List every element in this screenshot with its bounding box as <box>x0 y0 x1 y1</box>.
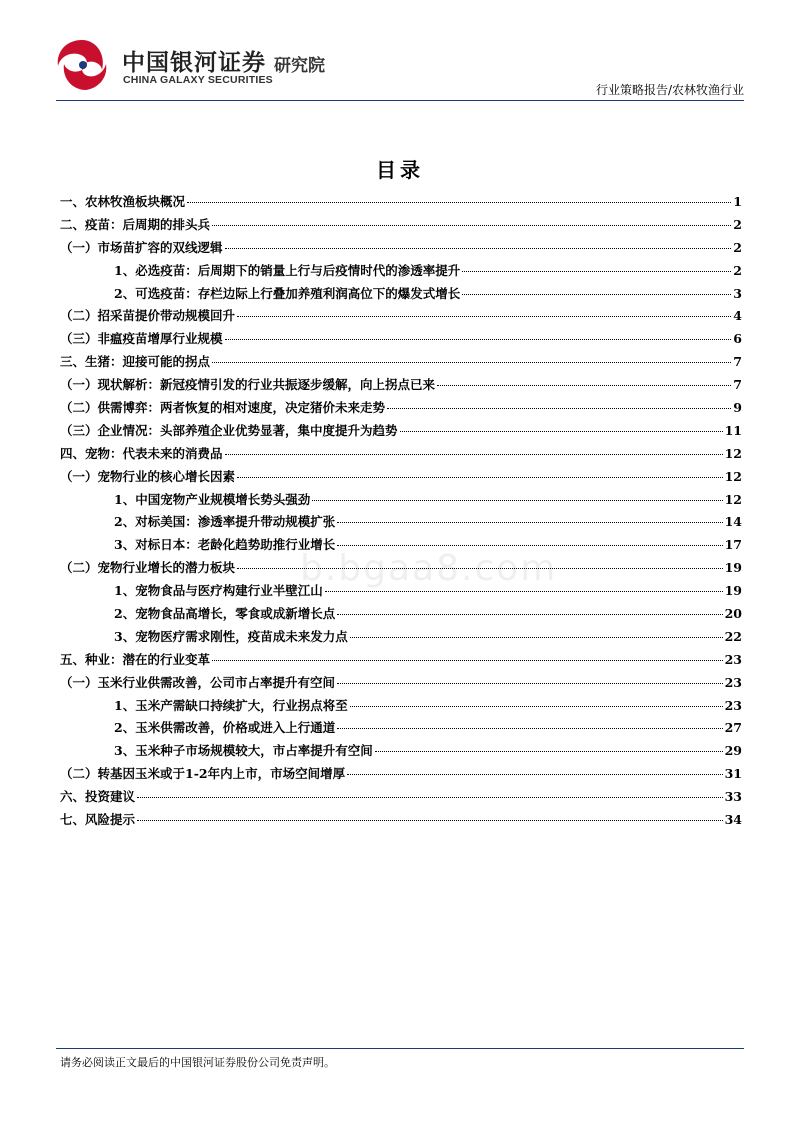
toc-entry-page: 4 <box>733 308 742 324</box>
toc-entry-label: 2、宠物食品高增长，零食或成新增长点 <box>114 606 336 622</box>
toc-leader-dots <box>337 522 722 523</box>
toc-entry[interactable] <box>60 696 742 719</box>
toc-entry-page: 9 <box>733 400 742 416</box>
toc-entry[interactable] <box>60 238 742 261</box>
toc-leader-dots <box>437 385 731 386</box>
toc-entry[interactable] <box>60 650 742 673</box>
watermark: b.bgaa8.com <box>300 548 558 589</box>
toc-entry-label: （二）招采苗提价带动规模回升 <box>60 308 236 324</box>
toc-entry-page: 22 <box>724 628 742 644</box>
toc-leader-dots <box>462 271 731 272</box>
footer-divider <box>56 1048 744 1049</box>
toc-entry-page: 17 <box>724 537 742 553</box>
toc-leader-dots <box>225 339 732 340</box>
toc-entry[interactable] <box>60 215 742 238</box>
report-tag: 行业策略报告/农林牧渔行业 <box>595 83 744 97</box>
toc-entry-page: 2 <box>733 262 742 278</box>
toc-entry-label: （二）转基因玉米或于1-2年内上市，市场空间增厚 <box>60 766 346 782</box>
toc-entry-label: （二）供需博弈：两者恢复的相对速度，决定猪价未来走势 <box>60 400 386 416</box>
toc-entry-page: 33 <box>724 789 742 805</box>
toc-entry-label: 1、必选疫苗：后周期下的销量上行与后疫情时代的渗透率提升 <box>114 262 461 278</box>
toc-entry-page: 2 <box>733 216 742 232</box>
toc-leader-dots <box>350 637 723 638</box>
brand-name-en: CHINA GALAXY SECURITIES <box>123 74 273 86</box>
toc-title: 目录 <box>376 158 424 182</box>
toc-entry-page: 23 <box>724 651 742 667</box>
toc-entry-page: 12 <box>724 491 742 507</box>
toc-entry[interactable] <box>60 375 742 398</box>
toc-entry[interactable] <box>60 306 742 329</box>
toc-entry-label: 七、风险提示 <box>60 812 136 828</box>
toc-entry[interactable] <box>60 329 742 352</box>
toc-entry[interactable] <box>60 764 742 787</box>
toc-entry-label: 2、对标美国：渗透率提升带动规模扩张 <box>114 514 336 530</box>
toc-entry[interactable] <box>60 810 742 833</box>
toc-entry-page: 11 <box>724 422 742 438</box>
toc-leader-dots <box>337 728 722 729</box>
toc-entry[interactable] <box>60 490 742 513</box>
toc-leader-dots <box>375 751 723 752</box>
toc-entry-label: （一）市场苗扩容的双线逻辑 <box>60 239 223 255</box>
toc-leader-dots <box>187 202 731 203</box>
toc-leader-dots <box>337 545 722 546</box>
page-header <box>0 0 800 100</box>
toc-leader-dots <box>350 706 723 707</box>
toc-entry-page: 23 <box>724 674 742 690</box>
toc-entry[interactable] <box>60 261 742 284</box>
toc-entry-label: 六、投资建议 <box>60 789 136 805</box>
toc-entry-label: （一）玉米行业供需改善，公司市占率提升有空间 <box>60 674 336 690</box>
toc-entry-page: 23 <box>724 697 742 713</box>
toc-entry[interactable] <box>60 467 742 490</box>
toc-entry-page: 20 <box>724 606 742 622</box>
footer-disclaimer: 请务必阅读正文最后的中国银河证券股份公司免责声明。 <box>60 1056 335 1069</box>
toc-entry-page: 2 <box>733 239 742 255</box>
toc-leader-dots <box>325 591 723 592</box>
toc-entry-label: （三）非瘟疫苗增厚行业规模 <box>60 331 223 347</box>
toc-entry-page: 12 <box>724 445 742 461</box>
toc-entry-label: （一）宠物行业的核心增长因素 <box>60 468 236 484</box>
toc-leader-dots <box>212 362 731 363</box>
table-of-contents <box>60 192 742 833</box>
toc-entry[interactable] <box>60 421 742 444</box>
toc-entry-label: （二）宠物行业增长的潜力板块 <box>60 560 236 576</box>
toc-entry-page: 1 <box>733 194 742 209</box>
toc-entry-label: 1、宠物食品与医疗构建行业半壁江山 <box>114 583 323 599</box>
toc-leader-dots <box>237 316 731 317</box>
toc-entry-page: 27 <box>724 720 742 736</box>
toc-leader-dots <box>337 614 722 615</box>
toc-entry[interactable] <box>60 444 742 467</box>
toc-entry[interactable] <box>60 512 742 535</box>
toc-entry[interactable] <box>60 627 742 650</box>
toc-entry[interactable] <box>60 398 742 421</box>
toc-entry-label: 1、玉米产需缺口持续扩大，行业拐点将至 <box>114 697 348 713</box>
toc-entry-label: 三、生猪：迎接可能的拐点 <box>60 354 211 370</box>
toc-entry-page: 19 <box>724 560 742 576</box>
toc-entry-page: 3 <box>733 285 742 301</box>
toc-leader-dots <box>137 820 723 821</box>
toc-entry-page: 14 <box>724 514 742 530</box>
toc-entry-label: 3、对标日本：老龄化趋势助推行业增长 <box>114 537 336 553</box>
toc-entry[interactable] <box>60 352 742 375</box>
toc-entry-label: 2、玉米供需改善，价格或进入上行通道 <box>114 720 336 736</box>
toc-entry[interactable] <box>60 741 742 764</box>
toc-entry-page: 34 <box>724 812 742 828</box>
brand-name-cn: 中国银河证券 <box>122 50 266 76</box>
toc-leader-dots <box>137 797 723 798</box>
toc-entry-label: （一）现状解析：新冠疫情引发的行业共振逐步缓解，向上拐点已来 <box>60 377 436 393</box>
toc-entry-page: 29 <box>724 743 742 759</box>
toc-entry-label: 2、可选疫苗：存栏边际上行叠加养殖利润高位下的爆发式增长 <box>114 285 461 301</box>
galaxy-logo-icon <box>52 36 112 96</box>
toc-entry-label: 一、农林牧渔板块概况 <box>60 194 186 209</box>
toc-leader-dots <box>312 500 722 501</box>
toc-leader-dots <box>400 431 723 432</box>
toc-leader-dots <box>462 294 731 295</box>
toc-entry[interactable] <box>60 604 742 627</box>
toc-entry[interactable] <box>60 192 742 215</box>
toc-leader-dots <box>225 248 732 249</box>
toc-entry-page: 31 <box>724 766 742 782</box>
toc-leader-dots <box>387 408 731 409</box>
toc-entry-page: 6 <box>733 331 742 347</box>
toc-entry-page: 19 <box>724 583 742 599</box>
toc-entry[interactable] <box>60 284 742 307</box>
toc-entry[interactable] <box>60 787 742 810</box>
toc-entry-label: 五、种业：潜在的行业变革 <box>60 651 211 667</box>
toc-leader-dots <box>212 660 723 661</box>
toc-entry-page: 7 <box>733 354 742 370</box>
toc-entry-page: 7 <box>733 377 742 393</box>
toc-entry-label: 3、玉米种子市场规模较大，市占率提升有空间 <box>114 743 373 759</box>
toc-entry-label: 二、疫苗：后周期的排头兵 <box>60 216 211 232</box>
toc-entry[interactable] <box>60 718 742 741</box>
toc-entry-page: 12 <box>724 468 742 484</box>
toc-leader-dots <box>337 683 723 684</box>
header-divider <box>56 100 744 101</box>
toc-entry-label: 四、宠物：代表未来的消费品 <box>60 445 223 461</box>
toc-leader-dots <box>212 225 731 226</box>
toc-leader-dots <box>225 454 723 455</box>
toc-entry-label: （三）企业情况：头部养殖企业优势显著，集中度提升为趋势 <box>60 422 398 438</box>
toc-entry-label: 3、宠物医疗需求刚性，疫苗成未来发力点 <box>114 628 348 644</box>
toc-entry[interactable] <box>60 673 742 696</box>
company-logo <box>52 36 352 100</box>
brand-institute: 研究院 <box>274 56 325 76</box>
toc-entry-label: 1、中国宠物产业规模增长势头强劲 <box>114 491 311 507</box>
toc-leader-dots <box>237 477 723 478</box>
toc-leader-dots <box>347 774 723 775</box>
